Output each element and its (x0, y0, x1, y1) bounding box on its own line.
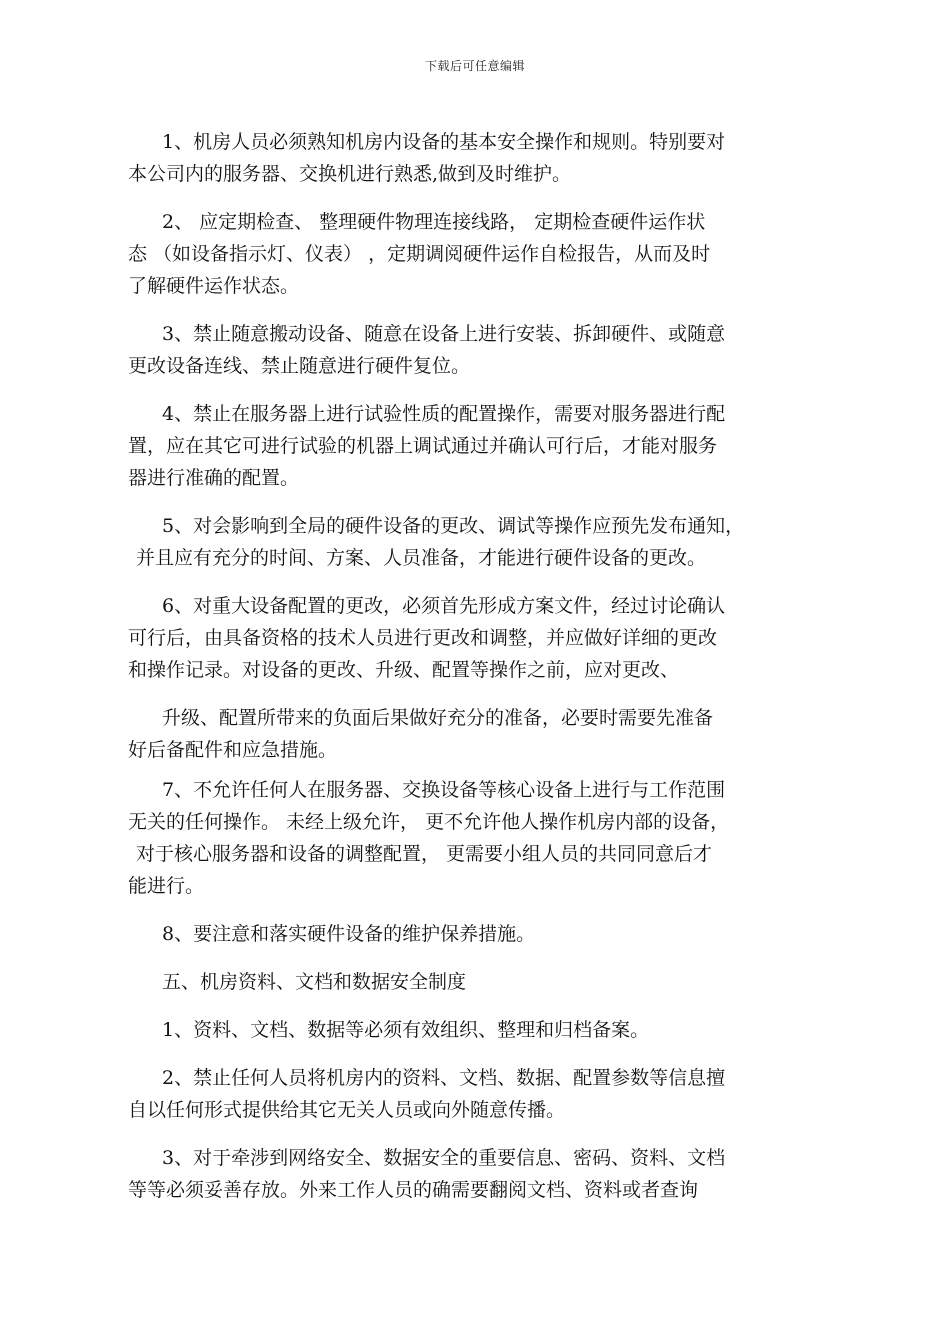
section-heading-5 (128, 966, 828, 998)
paragraph-line: 2、禁止任何人员将机房内的资料、文档、数据、配置参数等信息擅 (162, 1067, 726, 1089)
paragraph-line: 好后备配件和应急措施。 (128, 739, 338, 761)
paragraph-6 (128, 590, 828, 686)
paragraph-line: 无关的任何操作。 未经上级允许， 更不允许他人操作机房内部的设备， (128, 811, 730, 833)
paragraph-7 (128, 774, 828, 902)
paragraph-line: 1、资料、文档、数据等必须有效组织、整理和归档备案。 (162, 1019, 650, 1041)
paragraph-line: 8、要注意和落实硬件设备的维护保养措施。 (162, 923, 536, 945)
paragraph-line: 4、禁止在服务器上进行试验性质的配置操作，需要对服务器进行配 (162, 403, 726, 425)
paragraph-1 (128, 126, 828, 190)
paragraph-2 (128, 206, 828, 302)
paragraph-line: 可行后，由具备资格的技术人员进行更改和调整，并应做好详细的更改 (128, 627, 718, 649)
paragraph-line: 自以任何形式提供给其它无关人员或向外随意传播。 (128, 1099, 566, 1121)
paragraph-line: 置，应在其它可进行试验的机器上调试通过并确认可行后，才能对服务 (128, 435, 718, 457)
paragraph-4 (128, 398, 828, 494)
paragraph-line: 1、机房人员必须熟知机房内设备的基本安全操作和规则。特别要对 (162, 131, 726, 153)
section-heading: 五、机房资料、文档和数据安全制度 (162, 971, 467, 993)
paragraph-line: 能进行。 (128, 875, 205, 897)
paragraph-line: 等等必须妥善存放。外来工作人员的确需要翻阅文档、资料或者查询 (128, 1179, 699, 1201)
section5-paragraph-2 (128, 1062, 828, 1126)
paragraph-line: 2、 应定期检查、 整理硬件物理连接线路， 定期检查硬件运作状 (162, 211, 706, 233)
paragraph-line: 对于核心服务器和设备的调整配置， 更需要小组人员的共同同意后才 (136, 843, 713, 865)
paragraph-5 (128, 510, 828, 574)
paragraph-line: 更改设备连线、禁止随意进行硬件复位。 (128, 355, 471, 377)
paragraph-line: 3、对于牵涉到网络安全、数据安全的重要信息、密码、资料、文档 (162, 1147, 726, 1169)
document-body (128, 126, 828, 1222)
paragraph-line: 并且应有充分的时间、方案、人员准备，才能进行硬件设备的更改。 (136, 547, 707, 569)
paragraph-line: 本公司内的服务器、交换机进行熟悉,做到及时维护。 (128, 163, 572, 185)
paragraph-line: 升级、配置所带来的负面后果做好充分的准备，必要时需要先准备 (162, 707, 714, 729)
paragraph-line: 和操作记录。对设备的更改、升级、配置等操作之前，应对更改、 (128, 659, 680, 681)
paragraph-3 (128, 318, 828, 382)
paragraph-line: 3、禁止随意搬动设备、随意在设备上进行安装、拆卸硬件、或随意 (162, 323, 726, 345)
paragraph-line: 态 （如设备指示灯、仪表） ，定期调阅硬件运作自检报告，从而及时 (128, 243, 711, 265)
paragraph-line: 5、对会影响到全局的硬件设备的更改、调试等操作应预先发布通知， (162, 515, 745, 537)
section5-paragraph-3 (128, 1142, 828, 1206)
paragraph-line: 6、对重大设备配置的更改，必须首先形成方案文件，经过讨论确认 (162, 595, 726, 617)
paragraph-line: 了解硬件运作状态。 (128, 275, 300, 297)
page-header: 下载后可任意编辑 (424, 59, 525, 73)
paragraph-line: 器进行准确的配置。 (128, 467, 300, 489)
paragraph-line: 7、不允许任何人在服务器、交换设备等核心设备上进行与工作范围 (162, 779, 726, 801)
paragraph-6-continued (128, 702, 828, 766)
section5-paragraph-1 (128, 1014, 828, 1046)
paragraph-8 (128, 918, 828, 950)
